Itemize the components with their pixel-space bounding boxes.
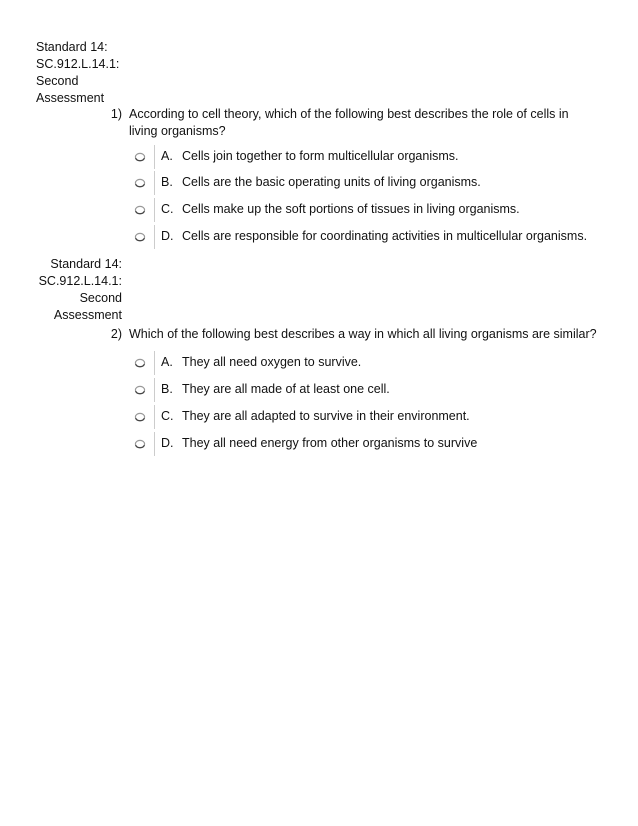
- option-text: They all need oxygen to survive.: [182, 355, 362, 369]
- answer-option[interactable]: [130, 174, 600, 200]
- option-letter: D.: [161, 229, 174, 243]
- option-letter: B.: [161, 175, 173, 189]
- option-divider: [154, 225, 155, 249]
- question-text: According to cell theory, which of the following best describes the role of cells in living organisms?: [129, 107, 569, 138]
- option-divider: [154, 405, 155, 429]
- option-text: They are all adapted to survive in their environment.: [182, 409, 470, 423]
- option-text: They all need energy from other organisms to survive: [182, 436, 478, 450]
- option-divider: [154, 198, 155, 222]
- standard-line: Second: [36, 74, 79, 88]
- standard-line: Second: [79, 291, 122, 305]
- standard-line: Standard 14:: [36, 40, 108, 54]
- radio-button-icon[interactable]: [134, 358, 146, 368]
- option-letter: B.: [161, 382, 173, 396]
- standard-line: SC.912.L.14.1:: [36, 57, 120, 71]
- option-text: Cells join together to form multicellular organisms.: [182, 149, 459, 163]
- standard-header-1: [36, 39, 122, 107]
- standard-line: Assessment: [53, 308, 122, 322]
- answer-option[interactable]: [130, 408, 600, 434]
- option-text: Cells are responsible for coordinating activities in multicellular organisms.: [182, 229, 588, 243]
- answer-option[interactable]: [130, 354, 600, 380]
- radio-button-icon[interactable]: [134, 178, 146, 188]
- radio-button-icon[interactable]: [134, 232, 146, 242]
- standard-line: Assessment: [36, 91, 105, 105]
- standard-line: SC.912.L.14.1:: [38, 274, 122, 288]
- option-divider: [154, 145, 155, 169]
- option-divider: [154, 351, 155, 375]
- option-text: Cells make up the soft portions of tissues in living organisms.: [182, 202, 520, 216]
- answer-option[interactable]: [130, 228, 600, 254]
- question-number: 2): [110, 327, 122, 341]
- radio-button-icon[interactable]: [134, 412, 146, 422]
- option-divider: [154, 171, 155, 195]
- radio-button-icon[interactable]: [134, 152, 146, 162]
- option-text: They are all made of at least one cell.: [182, 382, 390, 396]
- answer-option[interactable]: [130, 201, 600, 227]
- radio-button-icon[interactable]: [134, 205, 146, 215]
- answer-option[interactable]: [130, 381, 600, 407]
- answer-option[interactable]: [130, 148, 600, 174]
- option-letter: D.: [161, 436, 174, 450]
- option-divider: [154, 432, 155, 456]
- standard-line: Standard 14:: [50, 257, 122, 271]
- option-divider: [154, 378, 155, 402]
- option-letter: A.: [161, 355, 173, 369]
- question-text: Which of the following best describes a way in which all living organisms are similar?: [129, 327, 597, 341]
- option-letter: A.: [161, 149, 173, 163]
- standard-header-2: [36, 256, 122, 324]
- option-text: Cells are the basic operating units of living organisms.: [182, 175, 481, 189]
- question-number: 1): [110, 107, 122, 121]
- option-letter: C.: [161, 202, 174, 216]
- option-letter: C.: [161, 409, 174, 423]
- radio-button-icon[interactable]: [134, 439, 146, 449]
- answer-option[interactable]: [130, 435, 600, 461]
- radio-button-icon[interactable]: [134, 385, 146, 395]
